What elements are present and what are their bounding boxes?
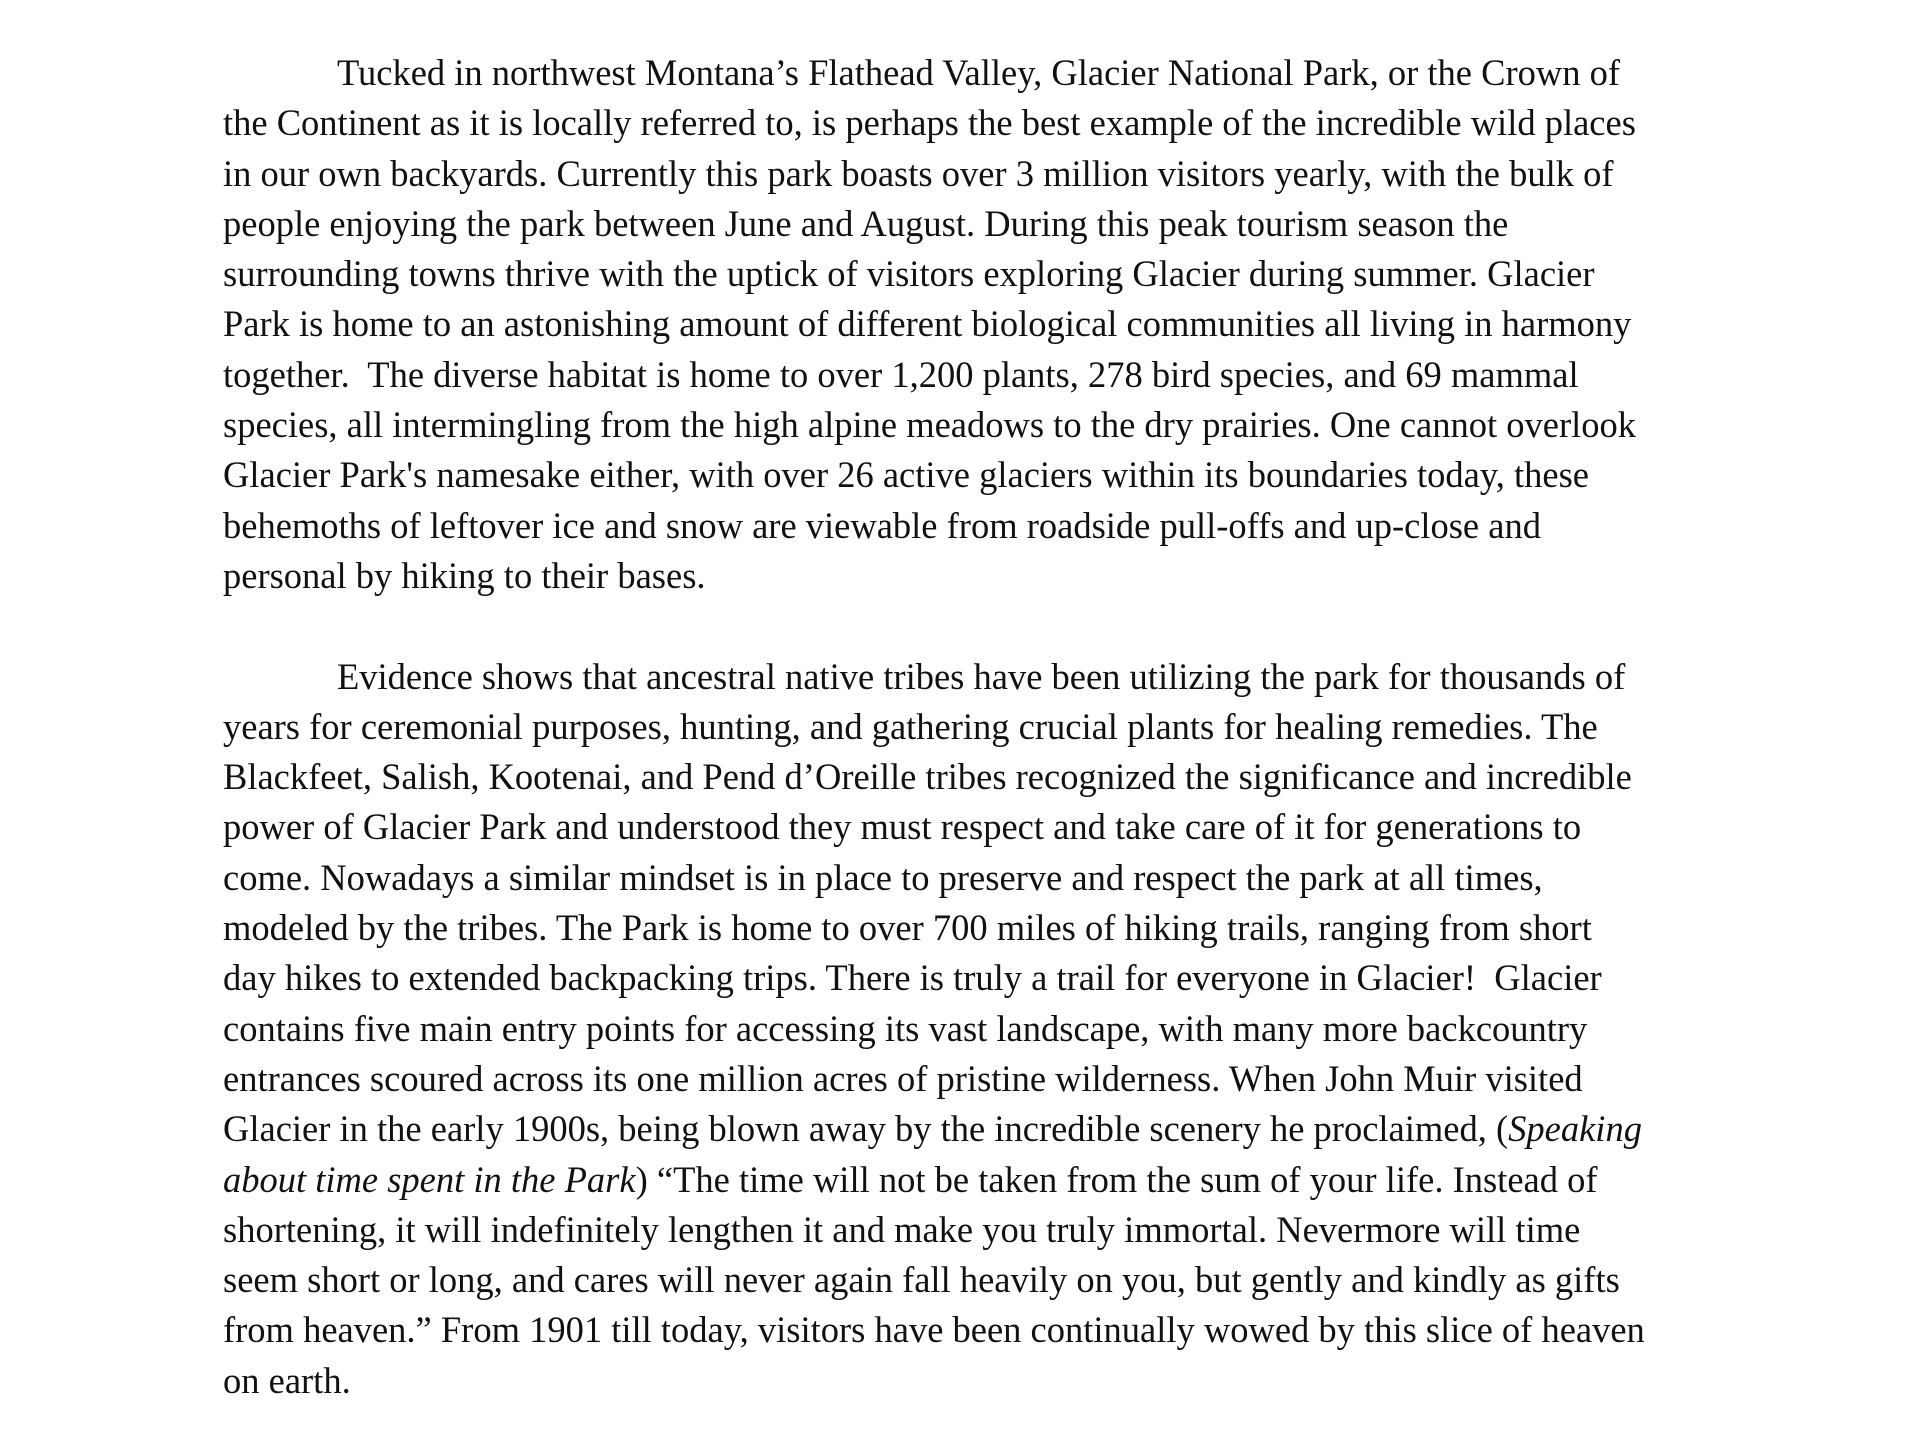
paragraph-line: from heaven.” From 1901 till today, visitors have been continually wowed by this slice of heaven: [223, 1309, 1645, 1351]
paragraph-line: personal by hiking to their bases.: [223, 554, 706, 596]
paragraph-tribes-and-trails: [223, 652, 1723, 1406]
paragraph-line: people enjoying the park between June and August. During this peak tourism season the: [223, 202, 1509, 244]
paragraph-spacer: [223, 601, 1723, 651]
paragraph-line: behemoths of leftover ice and snow are viewable from roadside pull-offs and up-close and: [223, 504, 1541, 546]
paragraph-line: together. The diverse habitat is home to over 1,200 plants, 278 bird species, and 69 mammal: [223, 353, 1579, 395]
line-text: ) “The time will not be taken from the sum of your life. Instead of: [635, 1158, 1598, 1200]
paragraph-line: shortening, it will indefinitely lengthen it and make you truly immortal. Nevermore will time: [223, 1208, 1581, 1250]
paragraph-line: power of Glacier Park and understood they must respect and take care of it for generations to: [223, 806, 1582, 848]
paragraph-line: entrances scoured across its one million acres of pristine wilderness. When John Muir visited: [223, 1057, 1583, 1099]
paragraph-line: seem short or long, and cares will never again fall heavily on you, but gently and kindly as gifts: [223, 1259, 1620, 1301]
paragraph-line: Blackfeet, Salish, Kootenai, and Pend d’Oreille tribes recognized the significance and incredible: [223, 756, 1632, 798]
paragraph-line: species, all intermingling from the high alpine meadows to the dry prairies. One cannot overlook: [223, 404, 1636, 446]
document-body: [223, 48, 1723, 1406]
paragraph-line: Park is home to an astonishing amount of different biological communities all living in harmony: [223, 303, 1632, 345]
paragraph-line: the Continent as it is locally referred to, is perhaps the best example of the incredible wild places: [223, 102, 1636, 144]
paragraph-line: Evidence shows that ancestral native tribes have been utilizing the park for thousands of: [337, 655, 1626, 697]
italic-aside: Speaking: [1508, 1108, 1642, 1150]
paragraph-line: [223, 1155, 1723, 1205]
paragraph-line: come. Nowadays a similar mindset is in place to preserve and respect the park at all times,: [223, 856, 1543, 898]
paragraph-line: Glacier Park's namesake either, with over 26 active glaciers within its boundaries today, these: [223, 454, 1589, 496]
paragraph-glacier-intro: [223, 48, 1723, 601]
italic-aside: about time spent in the Park: [223, 1158, 636, 1200]
line-text: Glacier in the early 1900s, being blown away by the incredible scenery he proclaimed, (: [223, 1108, 1509, 1150]
paragraph-line: surrounding towns thrive with the uptick of visitors exploring Glacier during summer. Glacier: [223, 253, 1595, 295]
paragraph-line: modeled by the tribes. The Park is home to over 700 miles of hiking trails, ranging from short: [223, 907, 1592, 949]
paragraph-line: in our own backyards. Currently this park boasts over 3 million visitors yearly, with the bulk of: [223, 152, 1614, 194]
paragraph-line: day hikes to extended backpacking trips. There is truly a trail for everyone in Glacier! Glacier: [223, 957, 1602, 999]
paragraph-line: Tucked in northwest Montana’s Flathead Valley, Glacier National Park, or the Crown of: [337, 52, 1620, 93]
paragraph-line: contains five main entry points for accessing its vast landscape, with many more backcountry: [223, 1007, 1588, 1049]
paragraph-line: years for ceremonial purposes, hunting, and gathering crucial plants for healing remedies. The: [223, 705, 1598, 747]
paragraph-line: [223, 1104, 1723, 1154]
paragraph-line: on earth.: [223, 1359, 351, 1401]
